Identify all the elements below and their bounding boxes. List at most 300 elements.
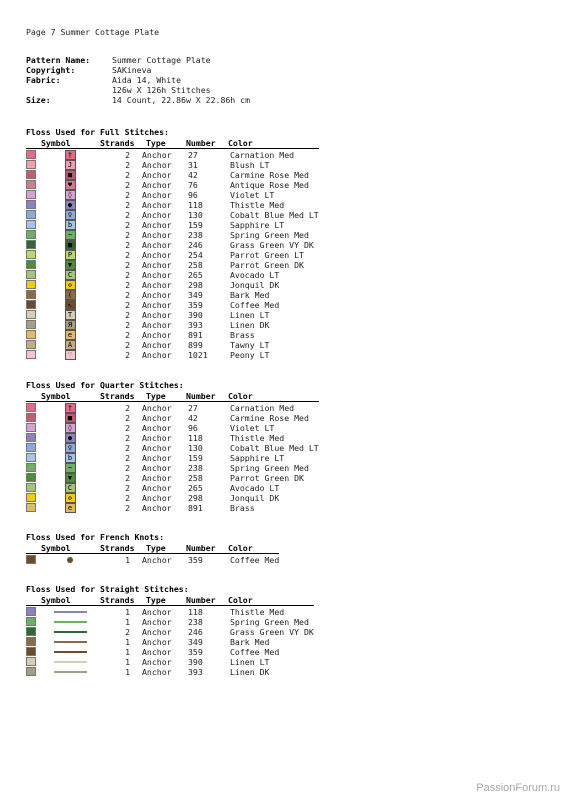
strands-cell: 1 <box>125 555 130 565</box>
type-cell: Anchor <box>142 340 172 350</box>
table-row <box>26 270 319 280</box>
stitch-symbol: ● <box>65 433 76 443</box>
meta-key: Size: <box>26 95 51 105</box>
column-header-color: Color <box>228 138 253 148</box>
stitch-symbol: ♥ <box>65 180 76 190</box>
straight-stitch-line <box>54 631 87 633</box>
color-swatch <box>26 657 36 666</box>
strands-cell: 2 <box>125 443 130 453</box>
strands-cell: 2 <box>125 413 130 423</box>
table-header <box>26 543 279 553</box>
color-swatch <box>26 250 36 259</box>
symbol-cell <box>40 621 100 623</box>
color-name-cell: Carmine Rose Med <box>230 413 309 423</box>
symbol-cell <box>40 463 100 473</box>
color-swatch <box>26 150 36 159</box>
straight-stitch-line <box>54 651 87 653</box>
symbol-cell <box>40 423 100 433</box>
color-name-cell: Violet LT <box>230 190 275 200</box>
number-cell: 298 <box>188 280 203 290</box>
color-swatch <box>26 443 36 452</box>
color-swatch <box>26 240 36 249</box>
type-cell: Anchor <box>142 463 172 473</box>
meta-value: Summer Cottage Plate <box>112 55 211 65</box>
meta-key <box>26 85 112 95</box>
floss-table <box>26 391 319 513</box>
symbol-cell <box>40 280 100 290</box>
symbol-cell <box>40 270 100 280</box>
color-swatch <box>26 503 36 512</box>
stitch-symbol: C <box>65 483 76 493</box>
color-swatch <box>26 320 36 329</box>
column-header-symbol: Symbol <box>41 138 71 148</box>
stitch-symbol: ~ <box>65 463 76 473</box>
column-header-symbol: Symbol <box>41 543 71 553</box>
type-cell: Anchor <box>142 220 172 230</box>
strands-cell: 2 <box>125 350 130 360</box>
number-cell: 899 <box>188 340 203 350</box>
type-cell: Anchor <box>142 503 172 513</box>
number-cell: 130 <box>188 443 203 453</box>
type-cell: Anchor <box>142 240 172 250</box>
swatch-cell <box>26 555 40 566</box>
number-cell: 390 <box>188 310 203 320</box>
stitch-symbol: † <box>65 150 76 160</box>
type-cell: Anchor <box>142 443 172 453</box>
table-row <box>26 627 314 637</box>
strands-cell: 2 <box>125 330 130 340</box>
swatch-cell <box>26 503 40 514</box>
stitch-symbol: A <box>65 340 76 350</box>
table-row <box>26 607 314 617</box>
strands-cell: 2 <box>125 170 130 180</box>
straight-stitch-line <box>54 621 87 623</box>
symbol-cell <box>40 671 100 673</box>
type-cell: Anchor <box>142 150 172 160</box>
type-cell: Anchor <box>142 310 172 320</box>
column-header-color: Color <box>228 391 253 401</box>
number-cell: 27 <box>188 150 198 160</box>
color-swatch <box>26 433 36 442</box>
column-header-strands: Strands <box>100 138 135 148</box>
table-row <box>26 180 319 190</box>
color-name-cell: Blush LT <box>230 160 270 170</box>
symbol-cell <box>40 320 100 330</box>
color-name-cell: Coffee Med <box>230 555 280 565</box>
symbol-cell <box>40 651 100 653</box>
color-name-cell: Coffee Med <box>230 647 280 657</box>
table-row <box>26 617 314 627</box>
type-cell: Anchor <box>142 190 172 200</box>
pattern-meta <box>26 55 250 105</box>
symbol-cell <box>40 443 100 453</box>
type-cell: Anchor <box>142 647 172 657</box>
type-cell: Anchor <box>142 423 172 433</box>
straight-stitch-line <box>54 671 87 673</box>
symbol-cell <box>40 503 100 513</box>
column-header-strands: Strands <box>100 595 135 605</box>
table-row <box>26 230 319 240</box>
symbol-cell <box>40 340 100 350</box>
stitch-symbol: P <box>65 250 76 260</box>
stitch-symbol: b <box>65 220 76 230</box>
column-header-number: Number <box>186 595 216 605</box>
table-row <box>26 483 319 493</box>
color-name-cell: Linen LT <box>230 310 270 320</box>
symbol-cell <box>40 180 100 190</box>
strands-cell: 2 <box>125 310 130 320</box>
strands-cell: 1 <box>125 657 130 667</box>
symbol-cell <box>40 150 100 160</box>
header-rule <box>26 148 319 149</box>
table-row <box>26 260 319 270</box>
stitch-symbol: ✣ <box>65 280 76 290</box>
number-cell: 1021 <box>188 350 208 360</box>
strands-cell: 2 <box>125 483 130 493</box>
type-cell: Anchor <box>142 555 172 565</box>
color-swatch <box>26 260 36 269</box>
column-header-symbol: Symbol <box>41 595 71 605</box>
symbol-cell <box>40 300 100 310</box>
stitch-symbol: ◊ <box>65 423 76 433</box>
color-name-cell: Carmine Rose Med <box>230 170 309 180</box>
symbol-cell <box>40 350 100 360</box>
color-name-cell: Avocado LT <box>230 270 280 280</box>
table-row <box>26 330 319 340</box>
color-name-cell: Peony LT <box>230 350 270 360</box>
table-row <box>26 413 319 423</box>
symbol-cell <box>40 290 100 300</box>
table-row <box>26 190 319 200</box>
color-name-cell: Brass <box>230 503 255 513</box>
straight-stitch-line <box>54 641 87 643</box>
type-cell: Anchor <box>142 403 172 413</box>
number-cell: 891 <box>188 503 203 513</box>
strands-cell: 1 <box>125 667 130 677</box>
strands-cell: 1 <box>125 607 130 617</box>
type-cell: Anchor <box>142 657 172 667</box>
color-swatch <box>26 413 36 422</box>
strands-cell: 2 <box>125 473 130 483</box>
strands-cell: 2 <box>125 320 130 330</box>
meta-row <box>26 75 250 85</box>
number-cell: 891 <box>188 330 203 340</box>
symbol-cell <box>40 413 100 423</box>
table-row <box>26 310 319 320</box>
symbol-cell <box>40 453 100 463</box>
color-name-cell: Parrot Green LT <box>230 250 304 260</box>
color-name-cell: Cobalt Blue Med LT <box>230 443 319 453</box>
color-swatch <box>26 330 36 339</box>
column-header-strands: Strands <box>100 543 135 553</box>
table-row <box>26 493 319 503</box>
symbol-cell <box>40 483 100 493</box>
table-row <box>26 503 319 513</box>
color-name-cell: Spring Green Med <box>230 230 309 240</box>
number-cell: 258 <box>188 473 203 483</box>
table-row <box>26 473 319 483</box>
color-swatch <box>26 647 36 656</box>
symbol-cell <box>40 403 100 413</box>
floss-section <box>26 584 314 678</box>
color-swatch <box>26 607 36 616</box>
table-row <box>26 280 319 290</box>
stitch-symbol: ↖ <box>65 300 76 310</box>
stitch-symbol: ● <box>65 200 76 210</box>
strands-cell: 2 <box>125 220 130 230</box>
strands-cell: 2 <box>125 260 130 270</box>
type-cell: Anchor <box>142 230 172 240</box>
french-knot-dot <box>67 557 73 563</box>
color-name-cell: Antique Rose Med <box>230 180 309 190</box>
type-cell: Anchor <box>142 320 172 330</box>
column-header-number: Number <box>186 138 216 148</box>
number-cell: 118 <box>188 607 203 617</box>
strands-cell: 2 <box>125 453 130 463</box>
color-name-cell: Carnation Med <box>230 403 295 413</box>
color-name-cell: Linen DK <box>230 320 270 330</box>
color-name-cell: Thistle Med <box>230 200 285 210</box>
column-header-type: Type <box>146 595 166 605</box>
color-name-cell: Thistle Med <box>230 607 285 617</box>
column-header-color: Color <box>228 595 253 605</box>
column-header-number: Number <box>186 543 216 553</box>
straight-stitch-line <box>54 611 87 613</box>
color-name-cell: Grass Green VY DK <box>230 240 314 250</box>
color-name-cell: Brass <box>230 330 255 340</box>
stitch-symbol: ■ <box>65 240 76 250</box>
color-swatch <box>26 473 36 482</box>
type-cell: Anchor <box>142 330 172 340</box>
table-row <box>26 340 319 350</box>
symbol-cell <box>40 330 100 340</box>
color-swatch <box>26 627 36 636</box>
table-row <box>26 320 319 330</box>
color-swatch <box>26 300 36 309</box>
column-header-type: Type <box>146 543 166 553</box>
table-row <box>26 453 319 463</box>
color-name-cell: Bark Med <box>230 290 270 300</box>
stitch-symbol: J <box>65 160 76 170</box>
table-row <box>26 443 319 453</box>
floss-table <box>26 595 314 677</box>
section-title: Floss Used for Full Stitches: <box>26 127 169 137</box>
color-swatch <box>26 555 36 564</box>
watermark: PassionForum.ru <box>476 782 560 794</box>
strands-cell: 2 <box>125 300 130 310</box>
symbol-cell <box>40 190 100 200</box>
number-cell: 238 <box>188 463 203 473</box>
number-cell: 31 <box>188 160 198 170</box>
symbol-cell <box>40 493 100 503</box>
table-header <box>26 138 319 148</box>
symbol-cell <box>40 250 100 260</box>
number-cell: 349 <box>188 637 203 647</box>
type-cell: Anchor <box>142 493 172 503</box>
table-row <box>26 433 319 443</box>
number-cell: 359 <box>188 300 203 310</box>
color-swatch <box>26 637 36 646</box>
meta-key: Pattern Name: <box>26 55 91 65</box>
type-cell: Anchor <box>142 160 172 170</box>
swatch-cell <box>26 350 40 361</box>
header-rule <box>26 401 319 402</box>
type-cell: Anchor <box>142 433 172 443</box>
swatch-cell <box>26 667 40 678</box>
color-name-cell: Sapphire LT <box>230 220 285 230</box>
table-row <box>26 170 319 180</box>
strands-cell: 2 <box>125 230 130 240</box>
strands-cell: 2 <box>125 493 130 503</box>
color-swatch <box>26 290 36 299</box>
symbol-cell <box>40 210 100 220</box>
color-swatch <box>26 667 36 676</box>
table-row <box>26 290 319 300</box>
symbol-cell <box>40 557 100 563</box>
strands-cell: 2 <box>125 423 130 433</box>
strands-cell: 2 <box>125 200 130 210</box>
table-row <box>26 300 319 310</box>
number-cell: 96 <box>188 190 198 200</box>
number-cell: 238 <box>188 617 203 627</box>
floss-section <box>26 127 319 361</box>
meta-key: Copyright: <box>26 65 76 75</box>
table-row <box>26 210 319 220</box>
type-cell: Anchor <box>142 270 172 280</box>
color-name-cell: Jonquil DK <box>230 280 280 290</box>
type-cell: Anchor <box>142 300 172 310</box>
number-cell: 118 <box>188 200 203 210</box>
column-header-number: Number <box>186 391 216 401</box>
strands-cell: 2 <box>125 150 130 160</box>
symbol-cell <box>40 473 100 483</box>
stitch-symbol: ♀ <box>65 443 76 453</box>
table-row <box>26 160 319 170</box>
color-name-cell: Cobalt Blue Med LT <box>230 210 319 220</box>
color-swatch <box>26 423 36 432</box>
color-name-cell: Carnation Med <box>230 150 295 160</box>
color-swatch <box>26 280 36 289</box>
section-title: Floss Used for Quarter Stitches: <box>26 380 184 390</box>
color-name-cell: Spring Green Med <box>230 463 309 473</box>
symbol-cell <box>40 160 100 170</box>
symbol-cell <box>40 641 100 643</box>
strands-cell: 2 <box>125 627 130 637</box>
stitch-symbol: b <box>65 453 76 463</box>
color-swatch <box>26 493 36 502</box>
type-cell: Anchor <box>142 280 172 290</box>
color-swatch <box>26 160 36 169</box>
number-cell: 359 <box>188 647 203 657</box>
number-cell: 393 <box>188 320 203 330</box>
column-header-type: Type <box>146 138 166 148</box>
color-swatch <box>26 310 36 319</box>
strands-cell: 1 <box>125 637 130 647</box>
color-name-cell: Linen DK <box>230 667 270 677</box>
column-header-strands: Strands <box>100 391 135 401</box>
stitch-symbol: ▼ <box>65 473 76 483</box>
color-swatch <box>26 230 36 239</box>
color-name-cell: Coffee Med <box>230 300 280 310</box>
color-swatch <box>26 340 36 349</box>
type-cell: Anchor <box>142 607 172 617</box>
number-cell: 246 <box>188 627 203 637</box>
stitch-symbol: † <box>65 403 76 413</box>
meta-value: SAKineva <box>112 65 152 75</box>
stitch-symbol: e <box>65 330 76 340</box>
color-swatch <box>26 200 36 209</box>
meta-row <box>26 55 250 65</box>
table-row <box>26 220 319 230</box>
type-cell: Anchor <box>142 290 172 300</box>
number-cell: 258 <box>188 260 203 270</box>
color-name-cell: Bark Med <box>230 637 270 647</box>
table-row <box>26 637 314 647</box>
color-swatch <box>26 350 36 359</box>
table-row <box>26 403 319 413</box>
column-header-color: Color <box>228 543 253 553</box>
color-swatch <box>26 190 36 199</box>
type-cell: Anchor <box>142 180 172 190</box>
stitch-symbol: ◊ <box>65 190 76 200</box>
meta-value: 126w X 126h Stitches <box>112 85 211 95</box>
type-cell: Anchor <box>142 637 172 647</box>
stitch-symbol: ♀ <box>65 210 76 220</box>
number-cell: 359 <box>188 555 203 565</box>
color-name-cell: Violet LT <box>230 423 275 433</box>
symbol-cell <box>40 200 100 210</box>
meta-key: Fabric: <box>26 75 61 85</box>
strands-cell: 2 <box>125 290 130 300</box>
table-header <box>26 595 314 605</box>
table-row <box>26 240 319 250</box>
symbol-cell <box>40 631 100 633</box>
type-cell: Anchor <box>142 200 172 210</box>
stitch-symbol: ♡ <box>65 350 76 360</box>
type-cell: Anchor <box>142 667 172 677</box>
color-swatch <box>26 180 36 189</box>
stitch-symbol: Я <box>65 320 76 330</box>
number-cell: 42 <box>188 170 198 180</box>
stitch-symbol: ~ <box>65 230 76 240</box>
color-name-cell: Jonquil DK <box>230 493 280 503</box>
strands-cell: 2 <box>125 270 130 280</box>
symbol-cell <box>40 433 100 443</box>
type-cell: Anchor <box>142 260 172 270</box>
section-title: Floss Used for French Knots: <box>26 532 165 542</box>
stitch-symbol: e <box>65 503 76 513</box>
symbol-cell <box>40 310 100 320</box>
number-cell: 254 <box>188 250 203 260</box>
meta-value: 14 Count, 22.86w X 22.86h cm <box>112 95 251 105</box>
color-swatch <box>26 617 36 626</box>
strands-cell: 2 <box>125 250 130 260</box>
meta-row <box>26 85 250 95</box>
number-cell: 265 <box>188 483 203 493</box>
symbol-cell <box>40 230 100 240</box>
section-title: Floss Used for Straight Stitches: <box>26 584 189 594</box>
color-swatch <box>26 170 36 179</box>
stitch-symbol: ( <box>65 290 76 300</box>
type-cell: Anchor <box>142 170 172 180</box>
floss-table <box>26 543 279 565</box>
strands-cell: 2 <box>125 463 130 473</box>
strands-cell: 2 <box>125 403 130 413</box>
floss-section <box>26 532 279 566</box>
stitch-symbol: ■ <box>65 413 76 423</box>
number-cell: 238 <box>188 230 203 240</box>
symbol-cell <box>40 661 100 663</box>
